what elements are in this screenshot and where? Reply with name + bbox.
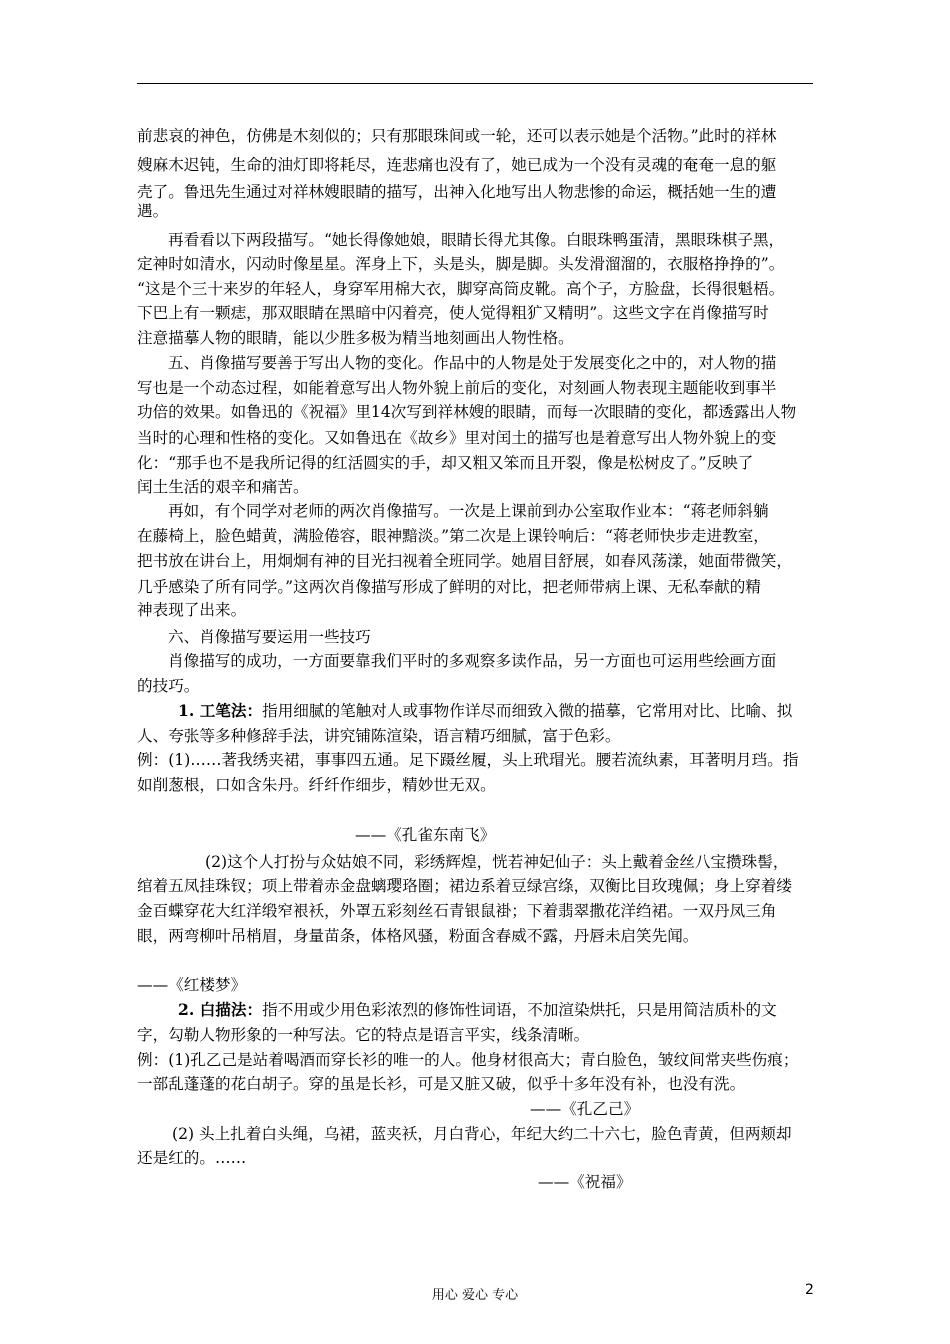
text-line: 注意描摹人物的眼睛，能以少胜多极为精当地刻画出人物性格。 (137, 329, 574, 347)
text-line: 绾着五凤挂珠钗；项上带着赤金盘螭璎珞圈；裙边系着豆绿宫绦，双衡比目玫瑰佩；身上穿着缕 (137, 877, 792, 895)
gongbi-label: 1. 工笔法： (178, 701, 263, 720)
text-line: (2) 头上扎着白头绳，乌裙，蓝夹袄，月白背心，年纪大约二十六七，脸色青黄，但两颊却 (172, 1125, 792, 1143)
text-line: 金百蝶穿花大红洋缎窄裉袄，外罩五彩刻丝石青银鼠褂；下着翡翠撒花洋绉裙。一双丹凤三角 (137, 902, 777, 920)
text-line: 人、夸张等多种修辞手法，讲究铺陈渲染，语言精巧细腻，富于色彩。 (137, 727, 621, 745)
text-line: 肖像描写的成功，一方面要靠我们平时的多观察多读作品，另一方面也可运用些绘画方面 (168, 652, 777, 670)
text-line: 指用细腻的笔触对人或事物作详尽而细致入微的描摹，它常用对比、比喻、拟 (262, 702, 793, 720)
text-line: 几乎感染了所有同学。”这两次肖像描写形成了鲜明的对比，把老师带病上课、无私奉献的精 (137, 578, 761, 596)
text-line: 在藤椅上，脸色蜡黄，满脸倦容，眼神黯淡。”第二次是上课铃响后：“蒋老师快步走进教室， (137, 527, 769, 545)
page-footer: 用心 爱心 专心 (431, 1288, 519, 1303)
text-line: 再如，有个同学对老师的两次肖像描写。一次是上课前到办公室取作业本：“蒋老师斜躺 (168, 502, 769, 520)
text-line: 壳了。鲁迅先生通过对祥林嫂眼睛的描写，出神入化地写出人物悲惨的命运，概括她一生的遭 (137, 183, 777, 201)
citation: ——《红楼梦》 (137, 976, 247, 994)
text-line: 还是红的。…… (137, 1149, 247, 1167)
text-line: 化：“那手也不是我所记得的红活圆实的手，却又粗又笨而且开裂，像是松树皮了。”反映了 (137, 454, 754, 472)
text-line: “这是个三十来岁的年轻人，身穿军用棉大衣，脚穿高筒皮靴。高个子，方脸盘，长得很魁梧。 (137, 280, 785, 298)
text-line: 前悲哀的神色，仿佛是木刻似的；只有那眼珠间或一轮，还可以表示她是个活物。”此时的祥林 (137, 127, 777, 145)
citation: ——《孔乙己》 (530, 1100, 640, 1118)
text-line: 当时的心理和性格的变化。又如鲁迅在《故乡》里对闰土的描写也是着意写出人物外貌上的变 (137, 429, 777, 447)
text-line: 一部乱蓬蓬的花白胡子。穿的虽是长衫，可是又脏又破，似乎十多年没有补，也没有洗。 (137, 1075, 746, 1093)
text-line: 功倍的效果。如鲁迅的《祝福》里14次写到祥林嫂的眼睛，而每一次眼睛的变化，都透露出人物 (137, 403, 797, 421)
baimiao-label: 2. 白描法： (178, 1000, 263, 1019)
text-line: 的技巧。 (137, 677, 200, 695)
text-line: 闰土生活的艰辛和痛苦。 (137, 478, 309, 496)
text-line: 把书放在讲台上，用炯炯有神的目光扫视着全班同学。她眉目舒展，如春风荡漾，她面带微笑， (137, 552, 792, 570)
text-line: 遇。 (137, 202, 169, 220)
text-line: 例：(1)……著我绣夹裙，事事四五通。足下蹑丝履，头上玳瑁光。腰若流纨素，耳著明月珰。指 (137, 751, 799, 769)
text-line: 再看看以下两段描写。“她长得像她娘，眼睛长得尤其像。白眼珠鸭蛋清，黑眼珠棋子黑， (168, 231, 785, 249)
text-line: 眼，两弯柳叶吊梢眉，身量苗条，体格风骚，粉面含春威不露，丹唇未启笑先闻。 (137, 927, 699, 945)
citation: ——《祝福》 (538, 1173, 632, 1191)
section-heading: 六、肖像描写要运用一些技巧 (168, 628, 371, 646)
baimiao-paragraph (178, 1000, 856, 1020)
text-line: 嫂麻木迟钝，生命的油灯即将耗尽，连悲痛也没有了，她已成为一个没有灵魂的奄奄一息的躯 (137, 156, 777, 174)
text-line: 例：(1)孔乙己是站着喝酒而穿长衫的唯一的人。他身材很高大；青白脸色，皱纹间常夹些伤痕； (137, 1051, 799, 1069)
page-number: 2 (805, 1282, 814, 1298)
text-line: 五、肖像描写要善于写出人物的变化。作品中的人物是处于发展变化之中的，对人物的描 (168, 354, 777, 372)
text-line: 如削葱根，口如含朱丹。纤纤作细步，精妙世无双。 (137, 776, 496, 794)
text-line: 字，勾勒人物形象的一种写法。它的特点是语言平实，线条清晰。 (137, 1026, 590, 1044)
text-line: 定神时如清水，闪动时像星星。浑身上下，头是头，脚是脚。头发滑溜溜的，衣服格挣挣的”。 (137, 255, 785, 273)
text-line: 指不用或少用色彩浓烈的修饰性词语，不加渲染烘托，只是用简洁质朴的文 (262, 1001, 777, 1019)
text-line: (2)这个人打扮与众姑娘不同，彩绣辉煌，恍若神妃仙子：头上戴着金丝八宝攒珠髻， (205, 853, 789, 871)
text-line: 下巴上有一颗痣，那双眼睛在黑暗中闪着亮，使人觉得粗犷又精明”。这些文字在肖像描写时 (137, 304, 769, 322)
header-rule (137, 83, 813, 84)
citation: ——《孔雀东南飞》 (355, 826, 496, 844)
text-line: 写也是一个动态过程，如能着意写出人物外貌上前后的变化，对刻画人物表现主题能收到事半 (137, 379, 777, 397)
gongbi-paragraph (178, 701, 856, 721)
text-line: 神表现了出来。 (137, 601, 247, 619)
